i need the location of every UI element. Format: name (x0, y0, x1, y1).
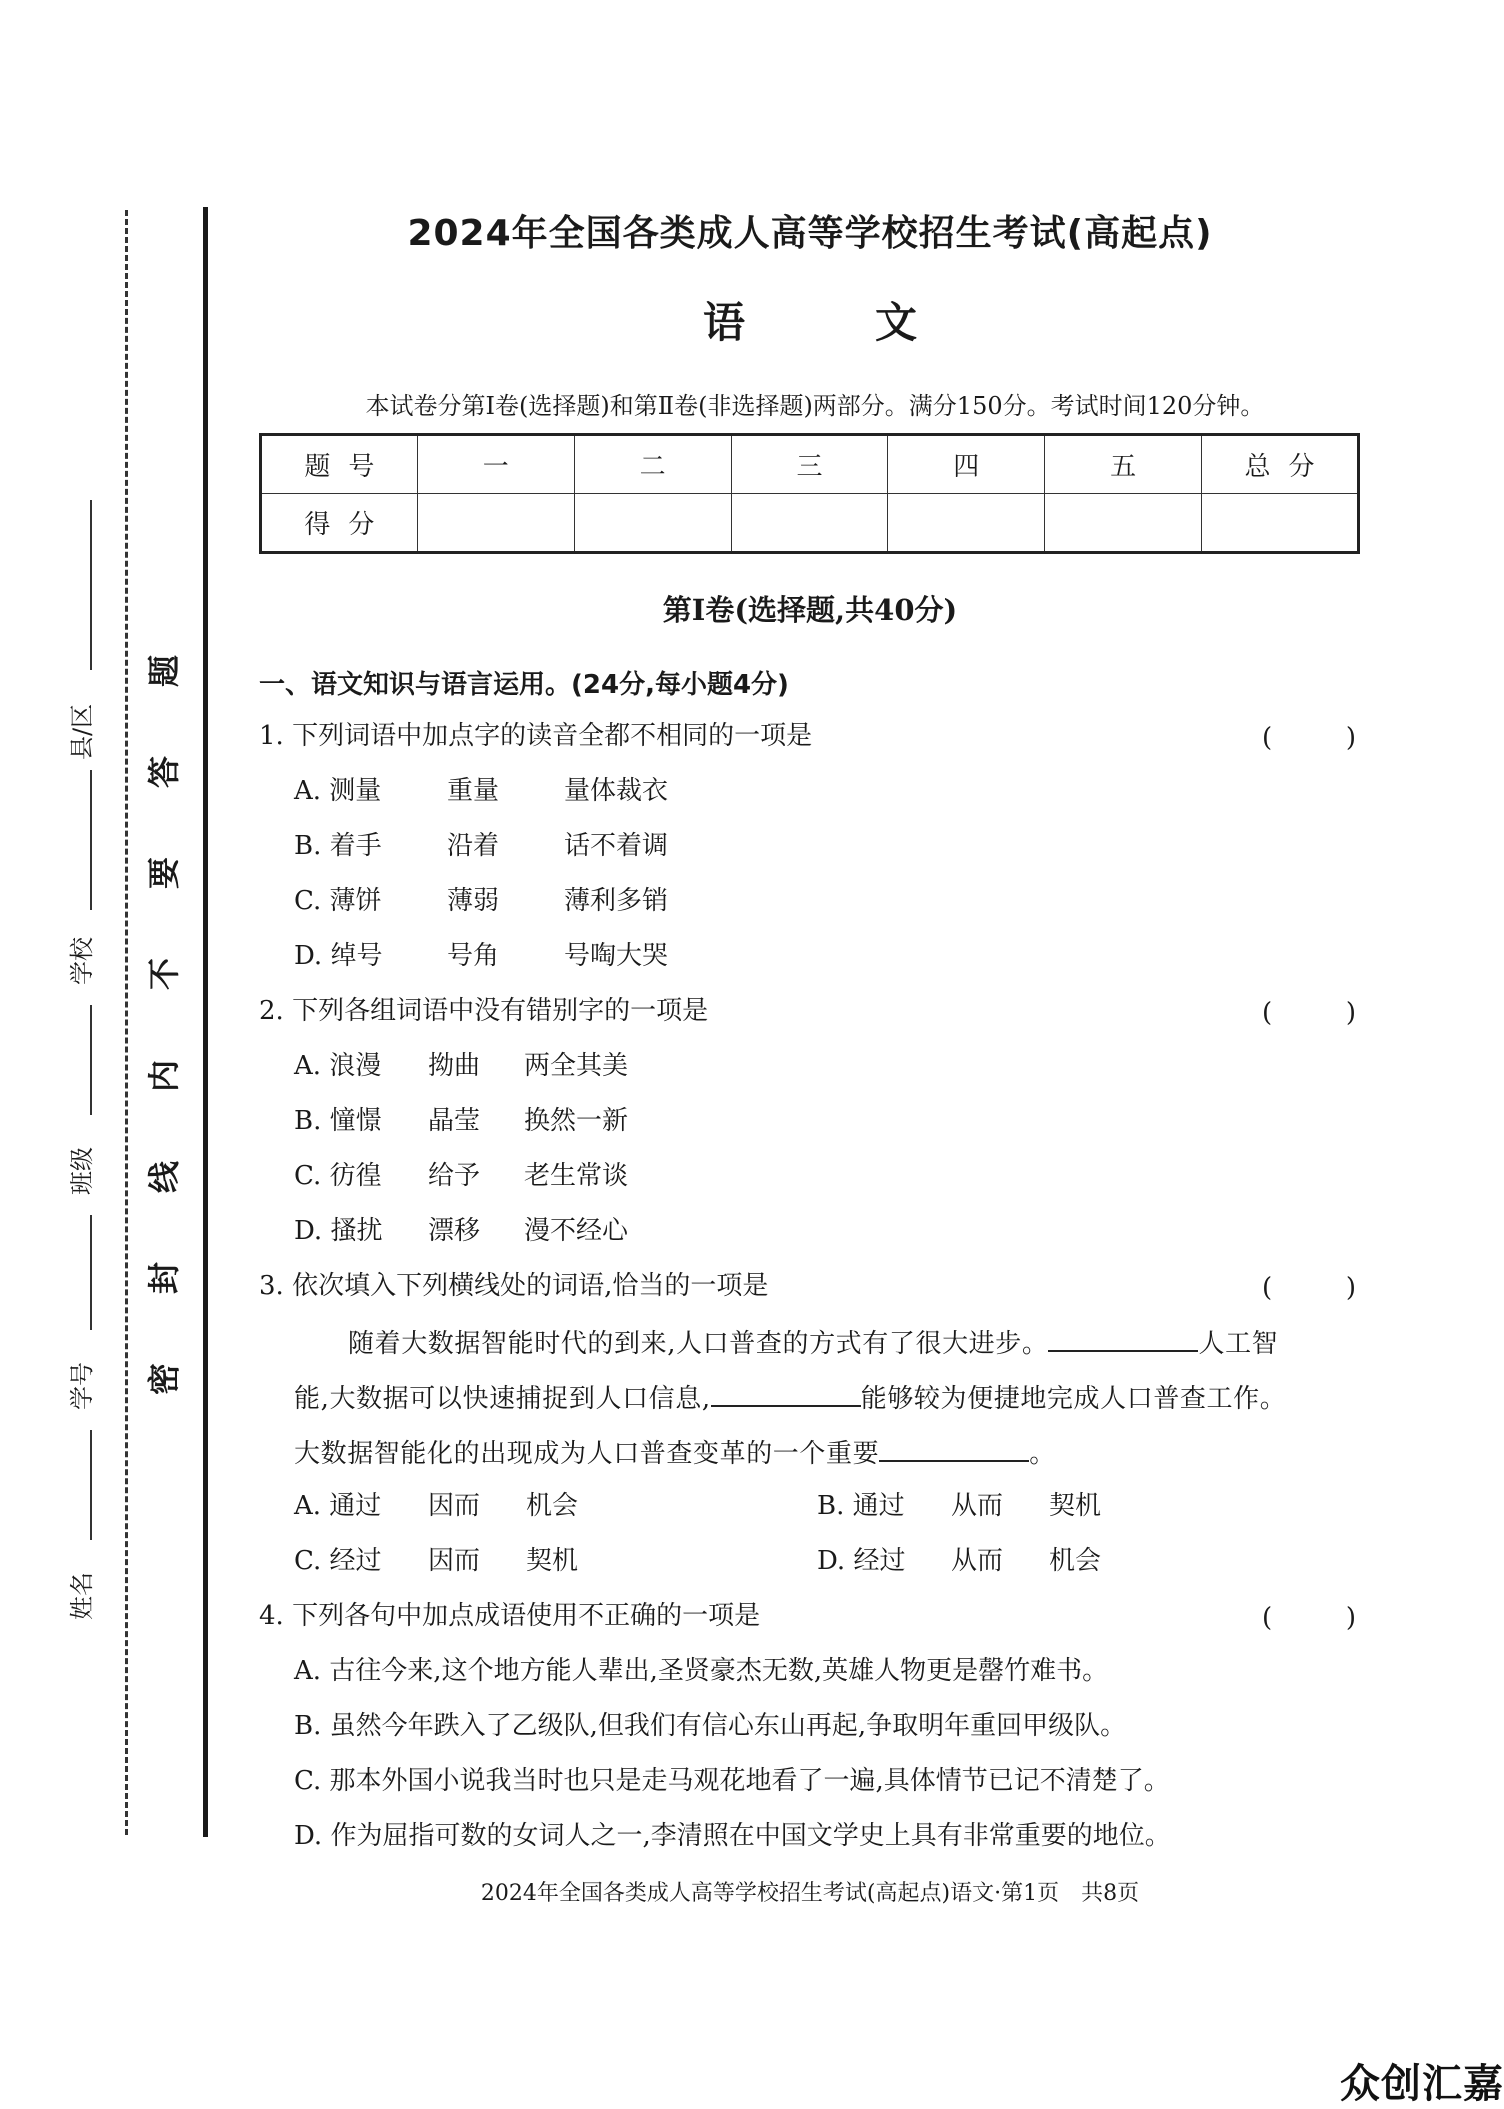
exam-title: 2024年全国各类成人高等学校招生考试(高起点) (407, 213, 1213, 254)
q4-option-b: B. 虽然今年跌入了乙级队,但我们有信心东山再起,争取明年重回甲级队。 (294, 1711, 1127, 1741)
q3-passage-line-1: 随着大数据智能时代的到来,人口普查的方式有了很大进步。 人工智 (348, 1329, 1279, 1359)
q3-passage-line-2: 能,大数据可以快速捕捉到人口信息, 能够较为便捷地完成人口普查工作。 (294, 1384, 1287, 1414)
score-table-header-row (261, 435, 1359, 494)
seal-char: 不 (144, 958, 183, 991)
county-label: 县/区 (68, 703, 96, 760)
student-id-field[interactable] (52, 1215, 102, 1430)
name-label: 姓名 (68, 1572, 96, 1620)
answer-paren-q2[interactable]: ( ) (1262, 998, 1356, 1028)
score-cell[interactable] (574, 494, 731, 553)
fill-blank-1[interactable] (1048, 1328, 1198, 1352)
class-field[interactable] (52, 1005, 102, 1215)
q3-option-b: B. 通过 从而 契机 (817, 1491, 1102, 1521)
q4-option-a: A. 古往今来,这个地方能人辈出,圣贤豪杰无数,英雄人物更是罄竹难书。 (294, 1656, 1109, 1686)
subject-title: 语文 (702, 298, 1047, 347)
question-2-stem: 2. 下列各组词语中没有错别字的一项是 (259, 996, 709, 1026)
answer-paren-q1[interactable]: ( ) (1262, 723, 1356, 753)
exam-instructions: 本试卷分第Ⅰ卷(选择题)和第Ⅱ卷(非选择题)两部分。满分150分。考试时间120分钟。 (365, 392, 1265, 420)
q2-option-b: B. 憧憬 晶莹 换然一新 (294, 1106, 629, 1136)
q2-option-d: D. 搔扰 漂移 漫不经心 (294, 1216, 629, 1246)
student-info-fields (52, 480, 102, 1625)
question-1-stem: 1. 下列词语中加点字的读音全都不相同的一项是 (259, 721, 813, 751)
page-footer: 2024年全国各类成人高等学校招生考试(高起点)语文·第1页 共8页 (480, 1881, 1140, 1906)
score-col-header: 一 (417, 435, 574, 494)
answer-paren-q3[interactable]: ( ) (1262, 1273, 1356, 1303)
score-cell[interactable] (888, 494, 1045, 553)
county-field[interactable] (52, 480, 102, 770)
fill-blank-2[interactable] (711, 1383, 861, 1407)
q2-option-c: C. 彷徨 给予 老生常谈 (294, 1161, 629, 1191)
seal-char: 线 (144, 1160, 183, 1193)
fill-blank-3[interactable] (879, 1438, 1029, 1462)
q3-option-d: D. 经过 从而 机会 (817, 1546, 1102, 1576)
score-col-header: 五 (1045, 435, 1202, 494)
q4-option-c: C. 那本外国小说我当时也只是走马观花地看了一遍,具体情节已记不清楚了。 (294, 1766, 1170, 1796)
q1-option-c: C. 薄饼 薄弱 薄利多销 (294, 886, 669, 916)
q3-passage-line-3: 大数据智能化的出现成为人口普查变革的一个重要 。 (294, 1439, 1056, 1469)
seal-char: 内 (144, 1059, 183, 1092)
brand-watermark: 众创汇嘉 (1340, 2061, 1504, 2107)
part-one-title: 第Ⅰ卷(选择题,共40分) (662, 593, 958, 627)
seal-char: 密 (144, 1362, 183, 1395)
seal-solid-line (203, 207, 208, 1837)
q2-option-a: A. 浪漫 拗曲 两全其美 (294, 1051, 629, 1081)
name-field[interactable] (52, 1430, 102, 1625)
score-table-score-row (261, 494, 1359, 553)
q1-option-b: B. 着手 沿着 话不着调 (294, 831, 669, 861)
q4-option-d: D. 作为屈指可数的女词人之一,李清照在中国文学史上具有非常重要的地位。 (294, 1821, 1171, 1851)
school-label: 学校 (68, 937, 96, 985)
q1-option-a: A. 测量 重量 量体裁衣 (294, 776, 669, 806)
seal-warning (142, 655, 186, 1395)
seal-char: 答 (144, 756, 183, 789)
question-4-stem: 4. 下列各句中加点成语使用不正确的一项是 (259, 1601, 761, 1631)
q1-option-d: D. 绰号 号角 号啕大哭 (294, 941, 669, 971)
q3-option-c: C. 经过 因而 契机 (294, 1546, 579, 1576)
fold-dashed-line (125, 210, 128, 1835)
score-cell[interactable] (1202, 494, 1359, 553)
section-one-heading: 一、语文知识与语言运用。(24分,每小题4分) (259, 670, 789, 700)
score-table (259, 433, 1360, 554)
score-col-header: 总分 (1202, 435, 1359, 494)
class-label: 班级 (68, 1147, 96, 1195)
q3-option-a: A. 通过 因而 机会 (294, 1491, 579, 1521)
seal-char: 要 (144, 857, 183, 890)
score-col-header: 四 (888, 435, 1045, 494)
score-cell[interactable] (417, 494, 574, 553)
score-col-label: 题号 (261, 435, 418, 494)
score-cell[interactable] (1045, 494, 1202, 553)
score-cell[interactable] (731, 494, 888, 553)
school-field[interactable] (52, 770, 102, 1005)
answer-paren-q4[interactable]: ( ) (1262, 1603, 1356, 1633)
score-col-header: 三 (731, 435, 888, 494)
student-id-label: 学号 (68, 1362, 96, 1410)
question-3-stem: 3. 依次填入下列横线处的词语,恰当的一项是 (259, 1271, 769, 1301)
score-col-header: 二 (574, 435, 731, 494)
score-row-label: 得分 (261, 494, 418, 553)
seal-char: 题 (144, 654, 183, 688)
seal-char: 封 (144, 1261, 183, 1294)
